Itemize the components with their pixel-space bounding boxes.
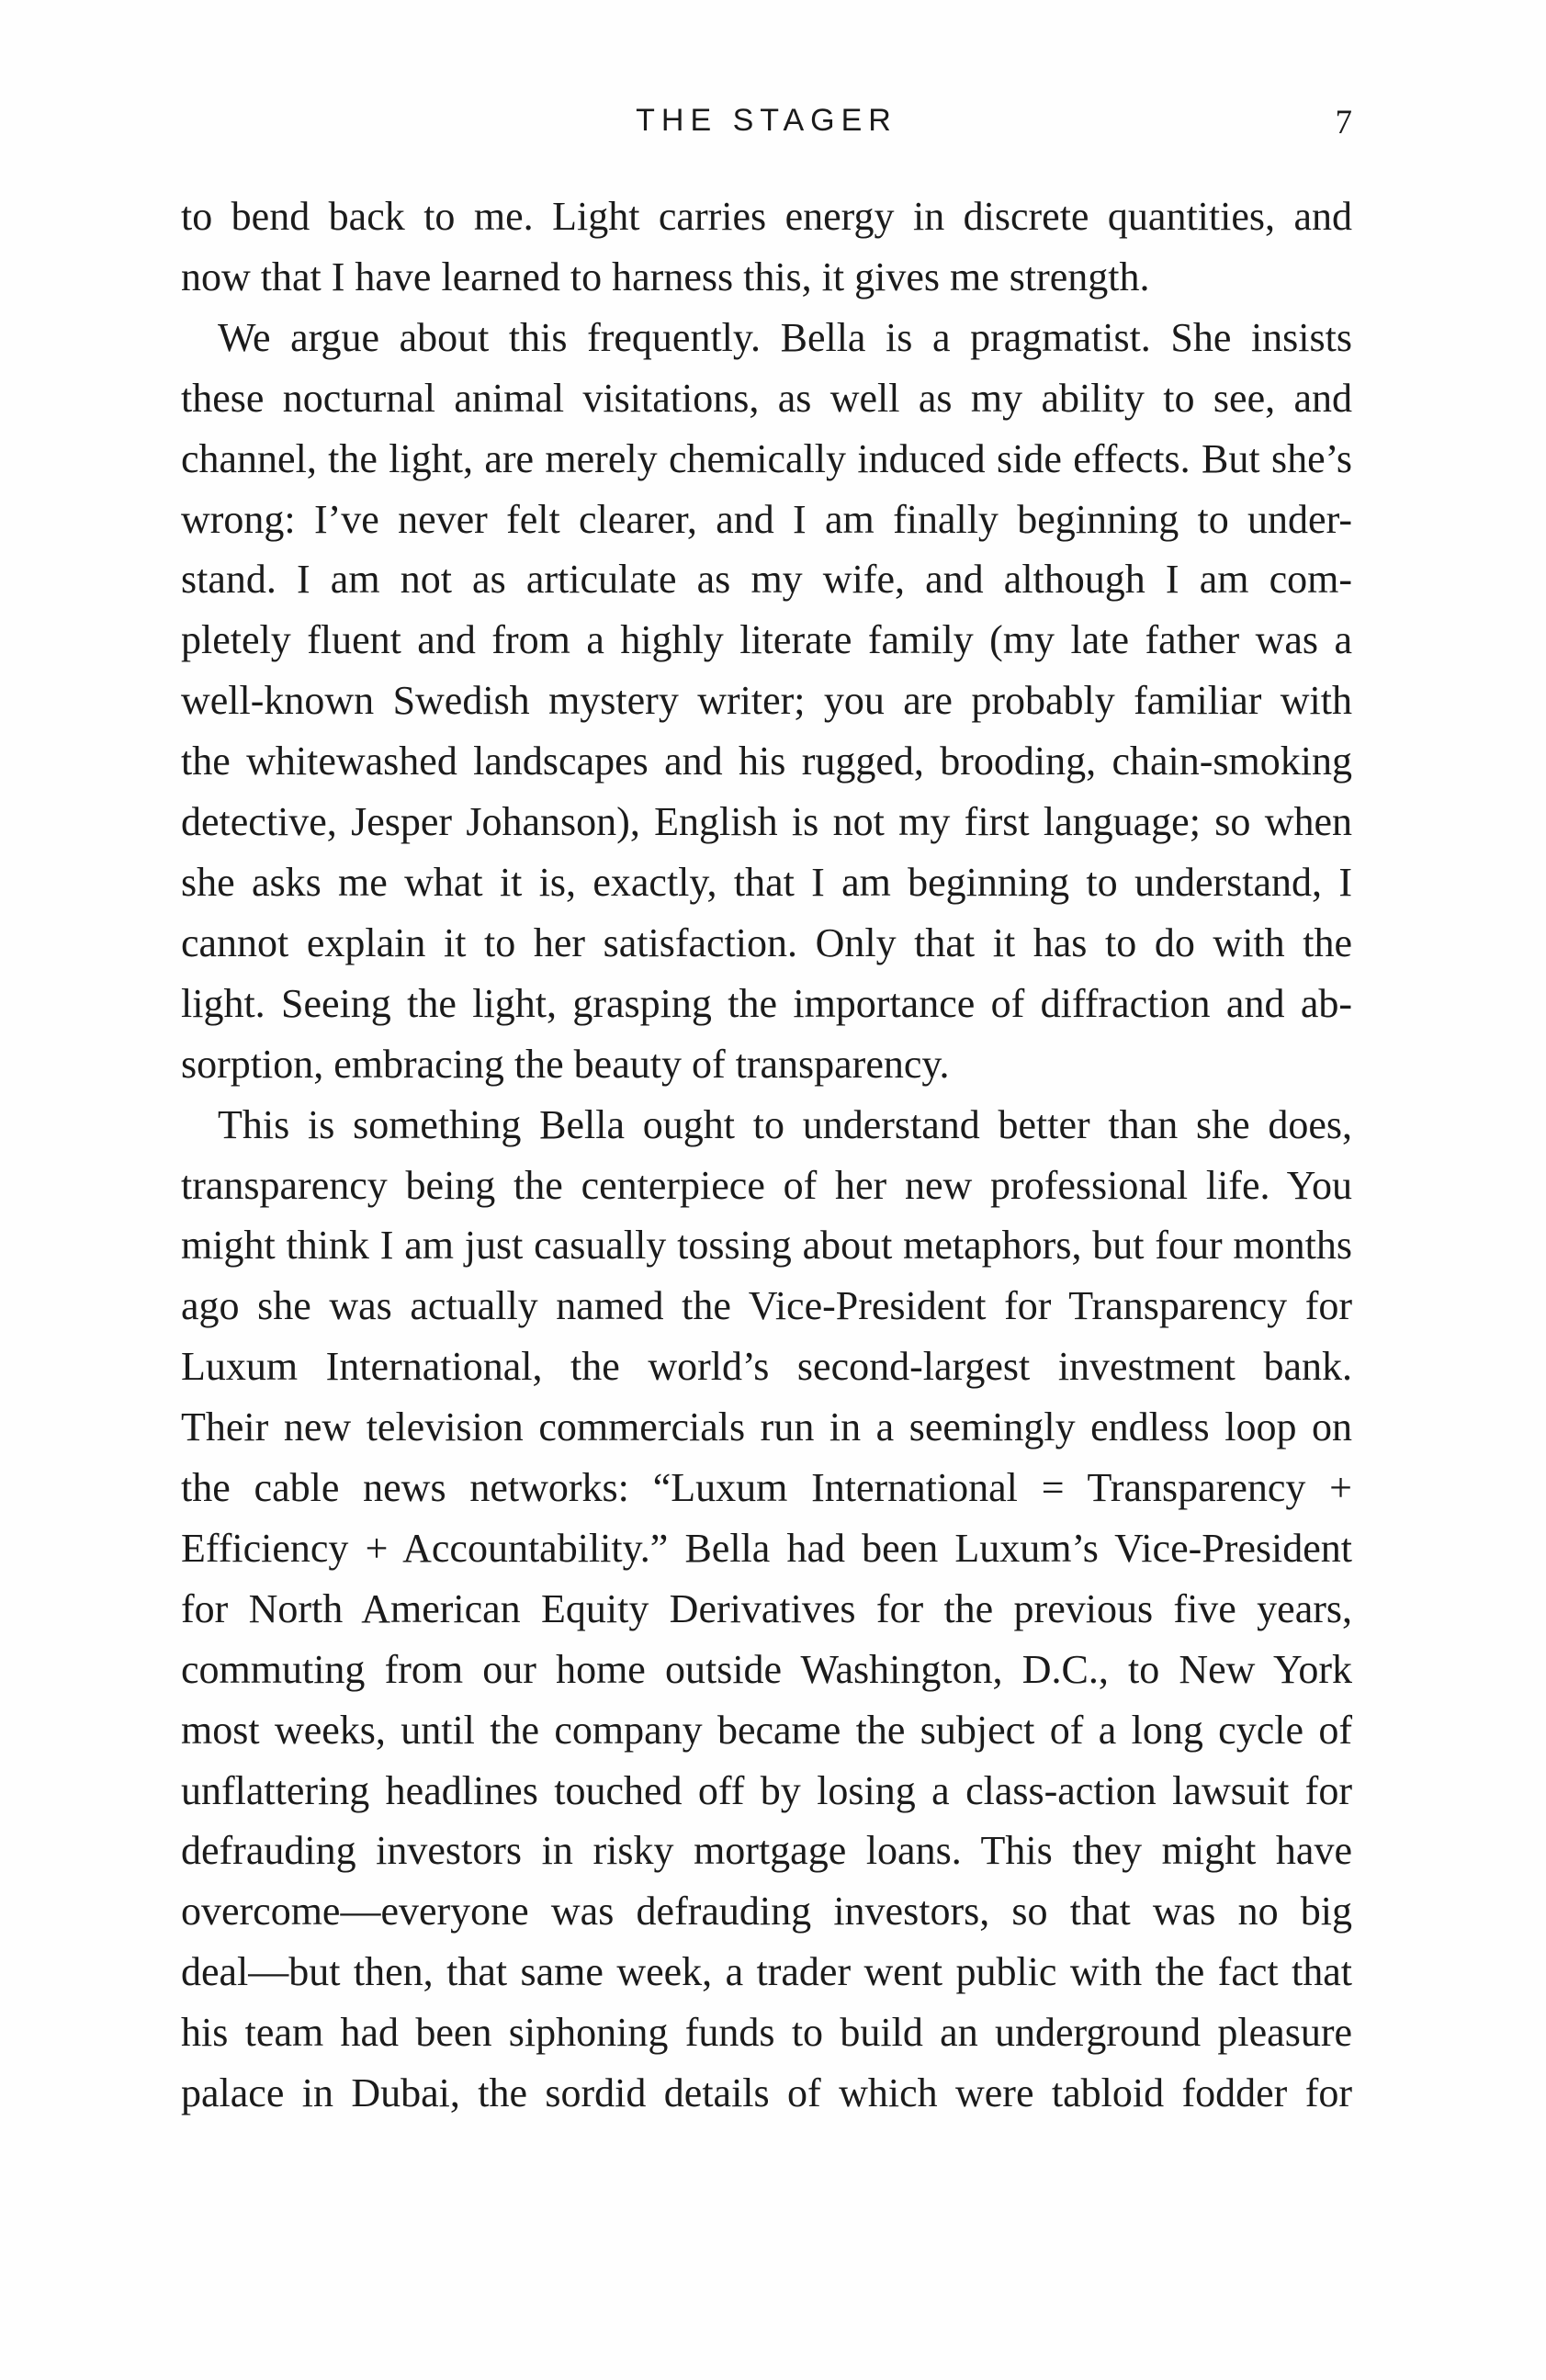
paragraph-1: [181, 186, 1352, 308]
text-line: palace in Dubai, the sordid details of which were tabloid fodder for: [181, 2070, 1352, 2116]
text-line: Efficiency + Accountability.” Bella had been Luxum’s Vice-President: [181, 1525, 1352, 1571]
text-line: might think I am just casually tossing about metaphors, but four months: [181, 1223, 1352, 1269]
text-line: deal—but then, that same week, a trader went public with the fact that: [181, 1949, 1352, 1995]
text-line: for North American Equity Derivatives for the previous five years,: [181, 1585, 1352, 1631]
body-text: [181, 186, 1352, 2124]
text-line: his team had been siphoning funds to build an underground pleasure: [181, 2010, 1352, 2056]
text-line: cannot explain it to her satisfaction. Only that it has to do with the: [181, 919, 1352, 965]
running-head: [181, 103, 1352, 158]
text-line: detective, Jesper Johanson), English is not my first language; so when: [181, 799, 1352, 845]
text-line: sorption, embracing the beauty of transparency.: [181, 1041, 950, 1087]
text-line: unflattering headlines touched off by losing a class-action lawsuit for: [181, 1767, 1352, 1813]
paragraph-2: [181, 308, 1352, 1095]
text-line: light. Seeing the light, grasping the importance of diffraction and ab-: [181, 980, 1352, 1026]
running-title: THE STAGER: [636, 103, 897, 138]
text-line: This is something Bella ought to understand better than she does,: [218, 1101, 1352, 1147]
text-line: well-known Swedish mystery writer; you are probably familiar with: [181, 678, 1352, 724]
text-line: wrong: I’ve never felt clearer, and I am finally beginning to under-: [181, 496, 1352, 542]
text-line: most weeks, until the company became the subject of a long cycle of: [181, 1707, 1352, 1753]
paragraph-3: [181, 1095, 1352, 2124]
text-line: the whitewashed landscapes and his rugged, brooding, chain-smoking: [181, 739, 1352, 784]
text-line: Luxum International, the world’s second-largest investment bank.: [181, 1344, 1352, 1390]
text-line: stand. I am not as articulate as my wife, and although I am com-: [181, 557, 1352, 603]
text-line: she asks me what it is, exactly, that I am beginning to understand, I: [181, 859, 1352, 905]
text-line: We argue about this frequently. Bella is a pragmatist. She insists: [218, 314, 1352, 360]
text-line: these nocturnal animal visitations, as well as my ability to see, and: [181, 375, 1352, 421]
text-line: Their new television commercials run in a seemingly endless loop on: [181, 1404, 1352, 1450]
text-line: to bend back to me. Light carries energy in discrete quantities, and: [181, 194, 1352, 239]
text-line: defrauding investors in risky mortgage loans. This they might have: [181, 1828, 1352, 1874]
text-line: overcome—everyone was defrauding investors, so that was no big: [181, 1889, 1352, 1934]
text-line: the cable news networks: “Luxum International = Transparency +: [181, 1465, 1352, 1511]
page-number: 7: [1335, 104, 1352, 141]
text-line: ago she was actually named the Vice-President for Transparency for: [181, 1283, 1352, 1329]
text-line: transparency being the centerpiece of her new professional life. You: [181, 1162, 1352, 1208]
text-line: now that I have learned to harness this, it gives me strength.: [181, 254, 1150, 299]
text-line: pletely fluent and from a highly literate family (my late father was a: [181, 617, 1352, 663]
text-line: channel, the light, are merely chemically induced side effects. But she’s: [181, 435, 1352, 481]
text-line: commuting from our home outside Washington, D.C., to New York: [181, 1646, 1352, 1692]
